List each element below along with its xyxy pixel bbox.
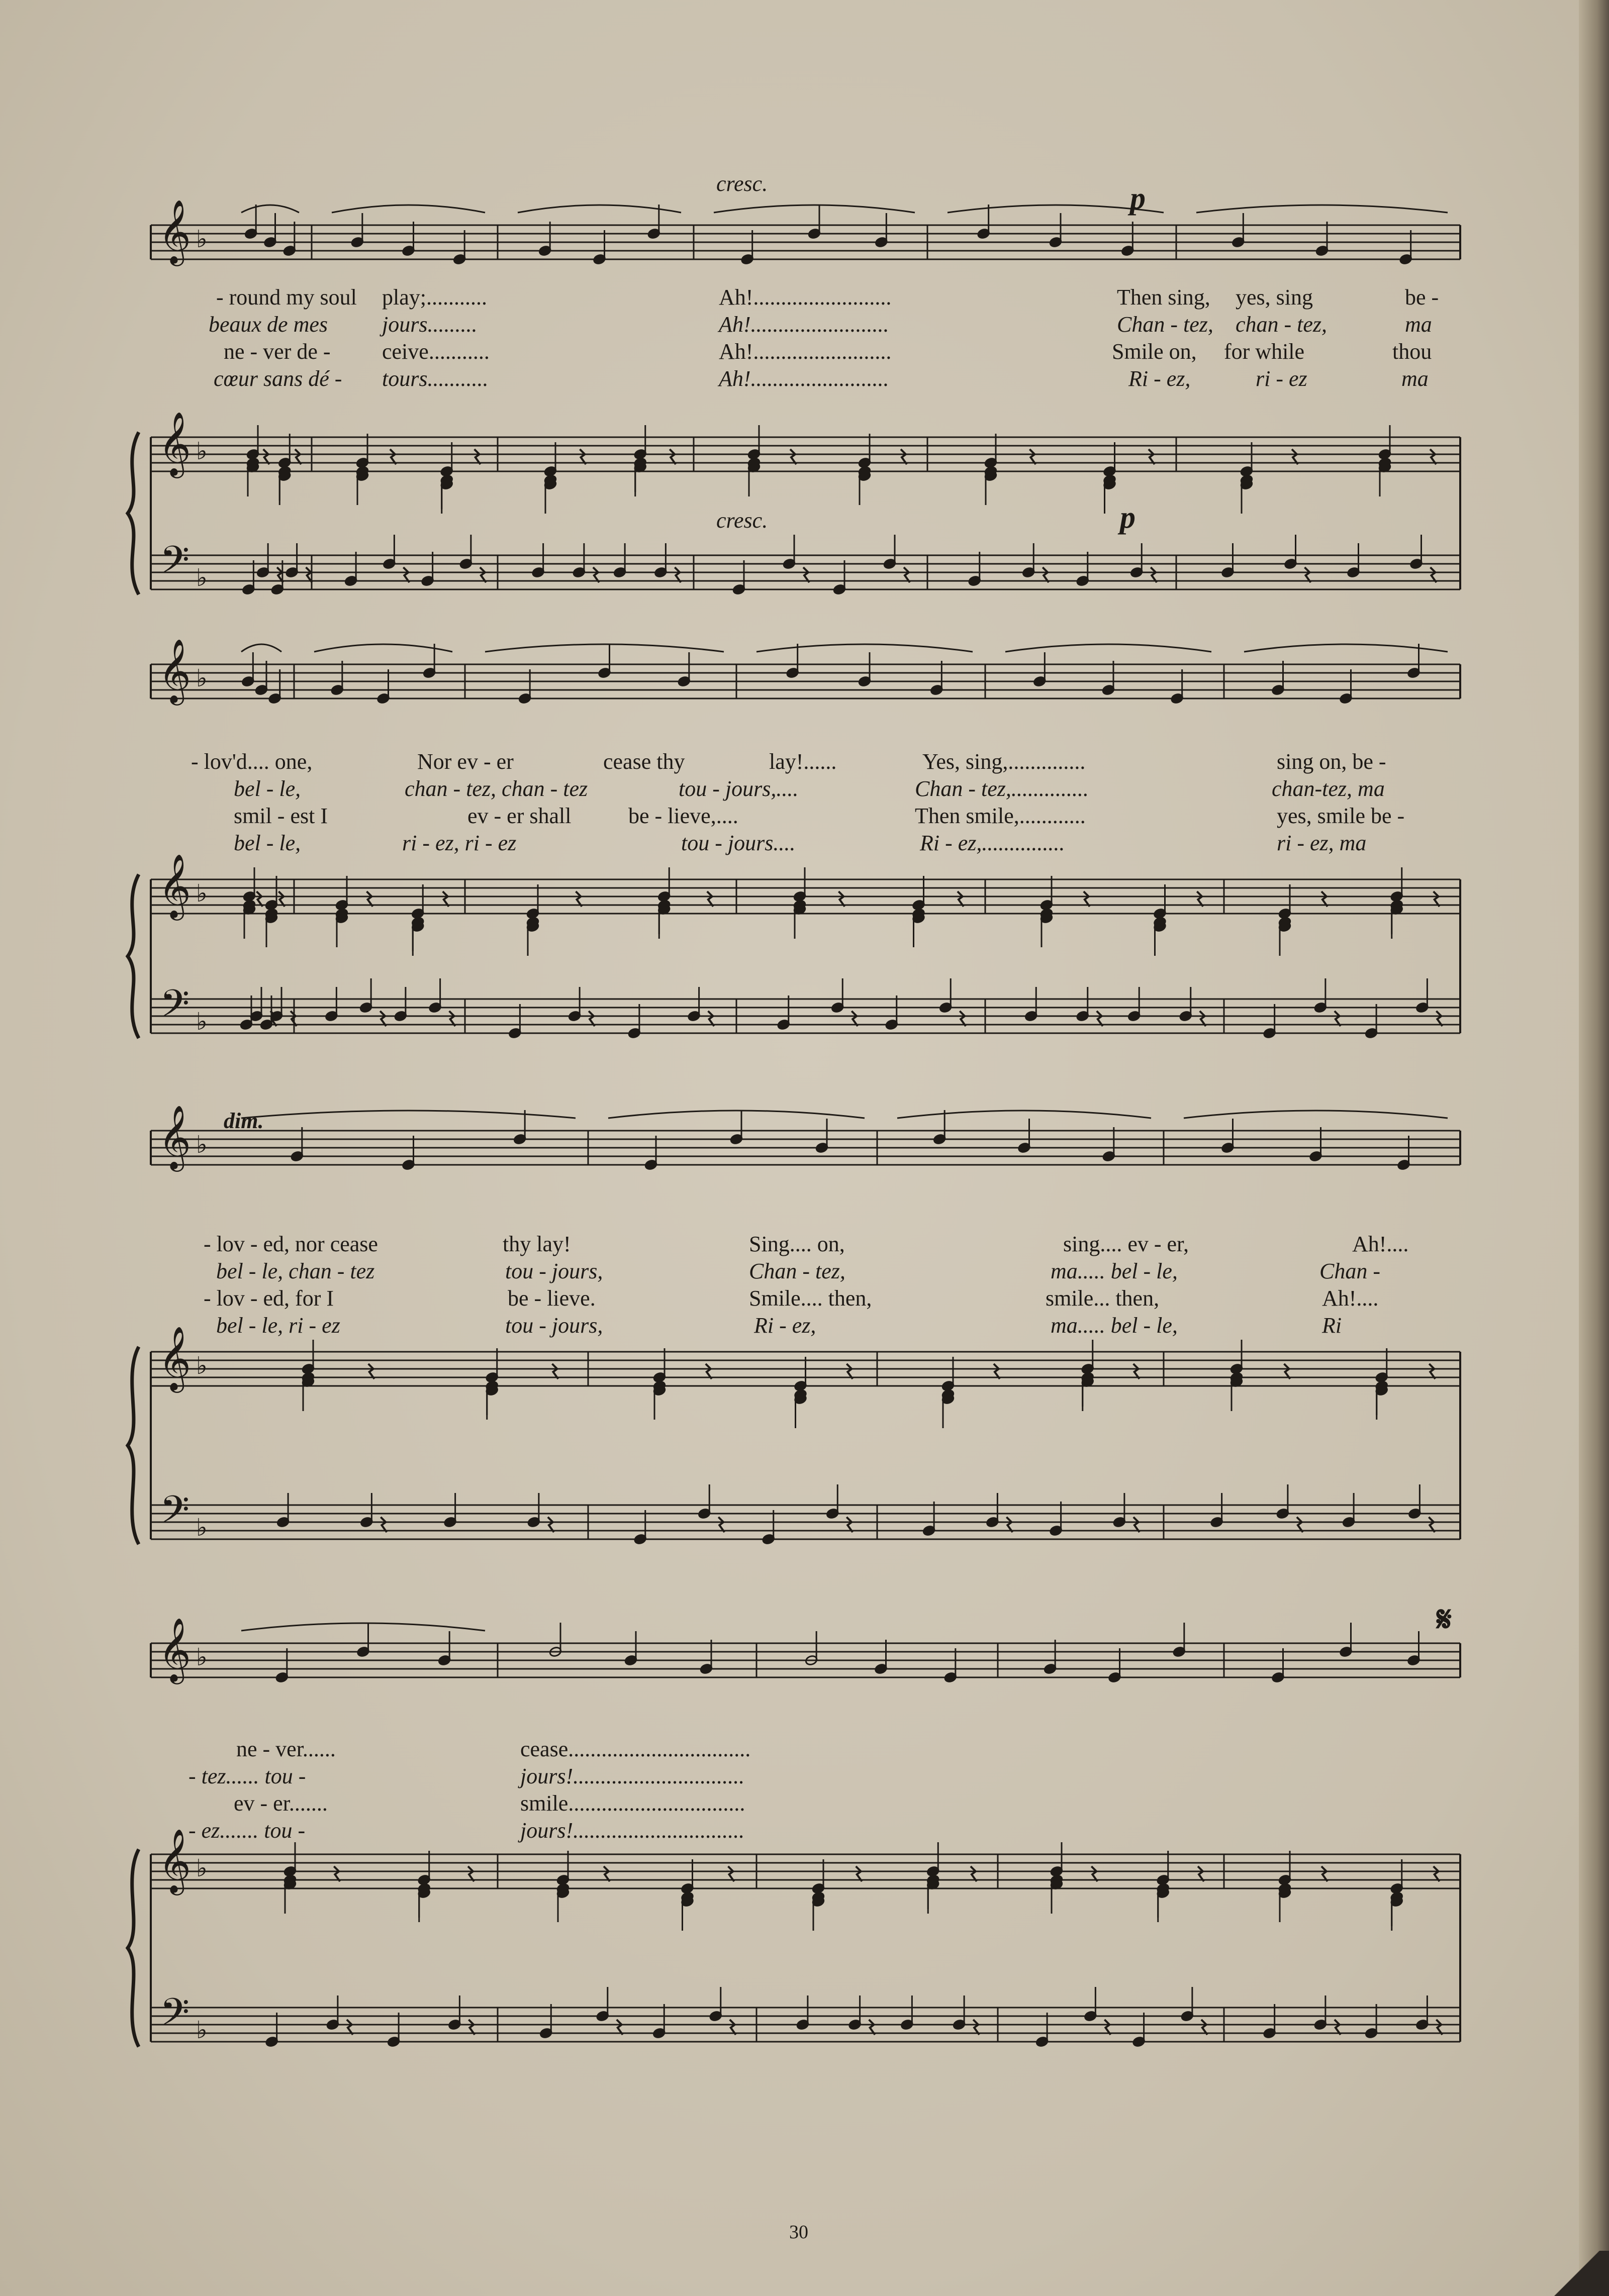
lyric-segment: be - lieve. xyxy=(508,1286,596,1311)
lyric-segment: - lov - ed, nor cease xyxy=(204,1232,378,1256)
lyric-segment: yes, sing xyxy=(1236,285,1313,310)
lyric-segment: be - lieve,.... xyxy=(628,804,738,828)
slur xyxy=(1244,644,1448,652)
treble-clef: 𝄞 xyxy=(158,411,192,475)
lyric-segment: ri - ez, ma xyxy=(1277,831,1367,855)
lyric-segment: ma xyxy=(1405,312,1432,337)
lyric-segment: Nor ev - er xyxy=(417,749,514,774)
bass-clef: 𝄢 xyxy=(160,1990,190,2044)
lyric-segment: sing on, be - xyxy=(1277,749,1386,774)
key-signature-flat: ♭ xyxy=(196,879,208,908)
lyric-segment: cease................................. xyxy=(520,1737,751,1761)
lyric-segment: jours!............................... xyxy=(520,1818,745,1843)
key-signature-flat: ♭ xyxy=(196,225,208,253)
lyric-segment: bel - le, xyxy=(234,776,301,801)
lyric-segment: ma..... bel - le, xyxy=(1051,1259,1178,1283)
lyric-segment: smil - est I xyxy=(234,804,328,828)
lyric-segment: ne - ver de - xyxy=(224,339,331,364)
lyric-segment: smile................................ xyxy=(520,1791,745,1816)
lyric-segment: sing.... ev - er, xyxy=(1063,1232,1189,1256)
lyric-segment: tours........... xyxy=(382,366,489,391)
lyric-segment: Yes, sing,.............. xyxy=(922,749,1086,774)
treble-clef: 𝄞 xyxy=(158,199,192,263)
lyric-segment: Then sing, xyxy=(1117,285,1210,310)
lyric-segment: yes, smile be - xyxy=(1277,804,1405,828)
key-signature-flat: ♭ xyxy=(196,664,208,692)
treble-clef: 𝄞 xyxy=(158,638,192,703)
lyric-segment: Sing.... on, xyxy=(749,1232,845,1256)
lyric-segment: Chan - xyxy=(1319,1259,1380,1283)
piano-brace xyxy=(128,874,139,1038)
lyric-segment: - lov - ed, for I xyxy=(204,1286,334,1311)
bass-clef: 𝄢 xyxy=(160,538,190,591)
lyric-segment: - tez...... tou - xyxy=(188,1764,306,1788)
key-signature-flat: ♭ xyxy=(196,1008,208,1036)
lyric-segment: tou - jours, xyxy=(505,1313,603,1338)
lyric-segment: thou xyxy=(1392,339,1432,364)
lyric-segment: Ah!......................... xyxy=(719,366,889,391)
lyric-segment: bel - le, chan - tez xyxy=(216,1259,375,1283)
slur xyxy=(897,1111,1151,1118)
lyric-segment: chan-tez, ma xyxy=(1272,776,1385,801)
slur xyxy=(518,205,681,213)
piano-brace xyxy=(128,1849,139,2047)
lyric-segment: chan - tez, chan - tez xyxy=(405,776,588,801)
slur xyxy=(1005,644,1211,652)
voice-cresc-marking: cresc. xyxy=(716,171,768,196)
lyric-segment: Ah!......................... xyxy=(719,312,889,337)
slur xyxy=(756,644,973,652)
lyric-segment: Ri - ez,............... xyxy=(920,831,1065,855)
piano-piano-marking: p xyxy=(1120,501,1135,535)
lyric-segment: - ez....... tou - xyxy=(188,1818,306,1843)
slur xyxy=(714,205,915,213)
lyric-segment: be - xyxy=(1405,285,1439,310)
key-signature-flat: ♭ xyxy=(196,564,208,592)
lyric-segment: for while xyxy=(1224,339,1305,364)
treble-clef: 𝄞 xyxy=(158,1828,192,1892)
slur xyxy=(241,1623,485,1631)
lyric-segment: - lov'd.... one, xyxy=(191,749,313,774)
key-signature-flat: ♭ xyxy=(196,437,208,465)
lyric-segment: Smile.... then, xyxy=(749,1286,872,1311)
lyric-segment: Smile on, xyxy=(1112,339,1197,364)
piano-cresc-marking: cresc. xyxy=(716,508,768,533)
lyric-segment: Ri xyxy=(1322,1313,1342,1338)
key-signature-flat: ♭ xyxy=(196,1514,208,1542)
lyric-segment: thy lay! xyxy=(503,1232,571,1256)
segno-sign: 𝄋 xyxy=(1437,1598,1452,1640)
lyric-segment: bel - le, ri - ez xyxy=(216,1313,340,1338)
key-signature-flat: ♭ xyxy=(196,1643,208,1671)
lyric-segment: jours......... xyxy=(382,312,478,337)
slur xyxy=(241,644,281,652)
slur xyxy=(608,1111,865,1118)
lyric-segment: Ri - ez, xyxy=(754,1313,816,1338)
treble-clef: 𝄞 xyxy=(158,1326,192,1390)
piano-brace xyxy=(128,1347,139,1544)
slur xyxy=(314,644,452,652)
voice-piano-marking: p xyxy=(1130,181,1146,216)
lyric-segment: Chan - tez, xyxy=(749,1259,845,1283)
lyric-segment: Ah!.... xyxy=(1352,1232,1409,1256)
page-number: 30 xyxy=(789,2222,808,2243)
lyric-segment: ne - ver...... xyxy=(236,1737,336,1761)
slur xyxy=(241,205,299,213)
treble-clef: 𝄞 xyxy=(158,1105,192,1169)
lyric-segment: Ri - ez, xyxy=(1128,366,1191,391)
key-signature-flat: ♭ xyxy=(196,2016,208,2044)
lyric-segment: ev - er....... xyxy=(234,1791,328,1816)
lyric-segment: tou - jours.... xyxy=(681,831,796,855)
lyric-segment: bel - le, xyxy=(234,831,301,855)
lyric-segment: Ah!......................... xyxy=(719,285,892,310)
lyric-segment: tou - jours, xyxy=(505,1259,603,1283)
lyric-segment: cœur sans dé - xyxy=(214,366,342,391)
treble-clef: 𝄞 xyxy=(158,1617,192,1681)
lyric-segment: Chan - tez,.............. xyxy=(915,776,1089,801)
slur xyxy=(332,205,485,213)
slur xyxy=(485,644,724,652)
lyric-segment: ma..... bel - le, xyxy=(1051,1313,1178,1338)
lyric-segment: ri - ez xyxy=(1256,366,1307,391)
lyric-segment: ri - ez, ri - ez xyxy=(402,831,517,855)
bass-clef: 𝄢 xyxy=(160,1487,190,1541)
lyric-segment: Ah!.... xyxy=(1322,1286,1379,1311)
lyric-segment: ev - er shall xyxy=(467,804,572,828)
lyric-segment: tou - jours,.... xyxy=(679,776,799,801)
lyric-segment: smile... then, xyxy=(1046,1286,1160,1311)
lyric-segment: ma xyxy=(1401,366,1429,391)
lyric-segment: jours!............................... xyxy=(520,1764,745,1788)
lyric-segment: lay!...... xyxy=(769,749,837,774)
lyric-segment: - round my soul xyxy=(216,285,357,310)
key-signature-flat: ♭ xyxy=(196,1854,208,1882)
lyric-segment: play;........... xyxy=(382,285,487,310)
lyric-segment: beaux de mes xyxy=(209,312,328,337)
bass-clef: 𝄢 xyxy=(160,981,190,1035)
piano-brace xyxy=(128,432,139,594)
lyric-segment: Ah!......................... xyxy=(719,339,892,364)
slur xyxy=(1196,205,1448,213)
key-signature-flat: ♭ xyxy=(196,1352,208,1380)
lyric-segment: cease thy xyxy=(603,749,685,774)
voice-dim-marking: dim. xyxy=(224,1109,264,1133)
lyric-segment: Then smile,............ xyxy=(915,804,1086,828)
lyric-segment: Chan - tez, xyxy=(1117,312,1213,337)
key-signature-flat: ♭ xyxy=(196,1131,208,1159)
lyric-segment: chan - tez, xyxy=(1236,312,1328,337)
slur xyxy=(1184,1111,1448,1118)
treble-clef: 𝄞 xyxy=(158,853,192,918)
lyric-segment: ceive........... xyxy=(382,339,490,364)
